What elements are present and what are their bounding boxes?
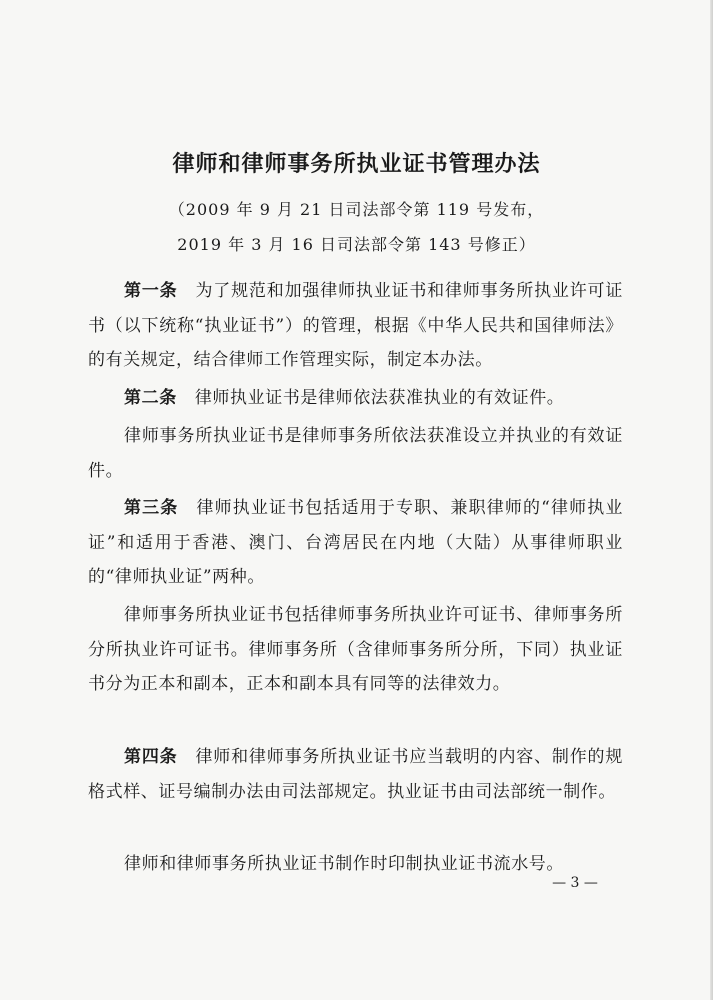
- paragraph-article-2: [88, 381, 623, 416]
- paragraph-text: 律师执业证书包括适用于专职、兼职律师的“律师执业证”和适用于香港、澳门、台湾居民在内地（大陆）从事律师职业的“律师执业证”两种。: [88, 498, 623, 587]
- paragraph-article-1: [88, 274, 623, 378]
- article-label: 第四条: [124, 747, 178, 767]
- paragraph-article-2-cont: [88, 419, 623, 488]
- article-label: 第一条: [124, 281, 178, 301]
- paragraph-article-3-cont: [88, 598, 623, 702]
- paragraph-text: 律师和律师事务所执业证书制作时印制执业证书流水号。: [124, 854, 564, 874]
- article-label: 第三条: [124, 498, 179, 518]
- paragraph-text: 为了规范和加强律师执业证书和律师事务所执业许可证书（以下统称“执业证书”）的管理，根据《中华人民共和国律师法》的有关规定，结合律师工作管理实际，制定本办法。: [88, 281, 623, 370]
- paragraph-text: 律师事务所执业证书包括律师事务所执业许可证书、律师事务所分所执业许可证书。律师事务所（含律师事务所分所，下同）执业证书分为正本和副本，正本和副本具有同等的法律效力。: [88, 605, 623, 694]
- article-label: 第二条: [124, 388, 177, 408]
- page-number: — 3 —: [552, 875, 598, 891]
- paragraph-article-3: [88, 491, 623, 595]
- paragraph-text: 律师执业证书是律师依法获准执业的有效证件。: [194, 388, 565, 408]
- paragraph-text: 律师和律师事务所执业证书应当载明的内容、制作的规格式样、证号编制办法由司法部规定。执业证书由司法部统一制作。: [88, 747, 623, 802]
- document-title: 律师和律师事务所执业证书管理办法: [172, 152, 541, 177]
- document-subtitle-line2: 2019 年 3 月 16 日司法部令第 143 号修正）: [177, 235, 536, 254]
- paragraph-text: 律师事务所执业证书是律师事务所依法获准设立并执业的有效证件。: [88, 426, 623, 481]
- document-subtitle-line1: （2009 年 9 月 21 日司法部令第 119 号发布，: [168, 200, 545, 219]
- paragraph-article-4: [88, 740, 623, 809]
